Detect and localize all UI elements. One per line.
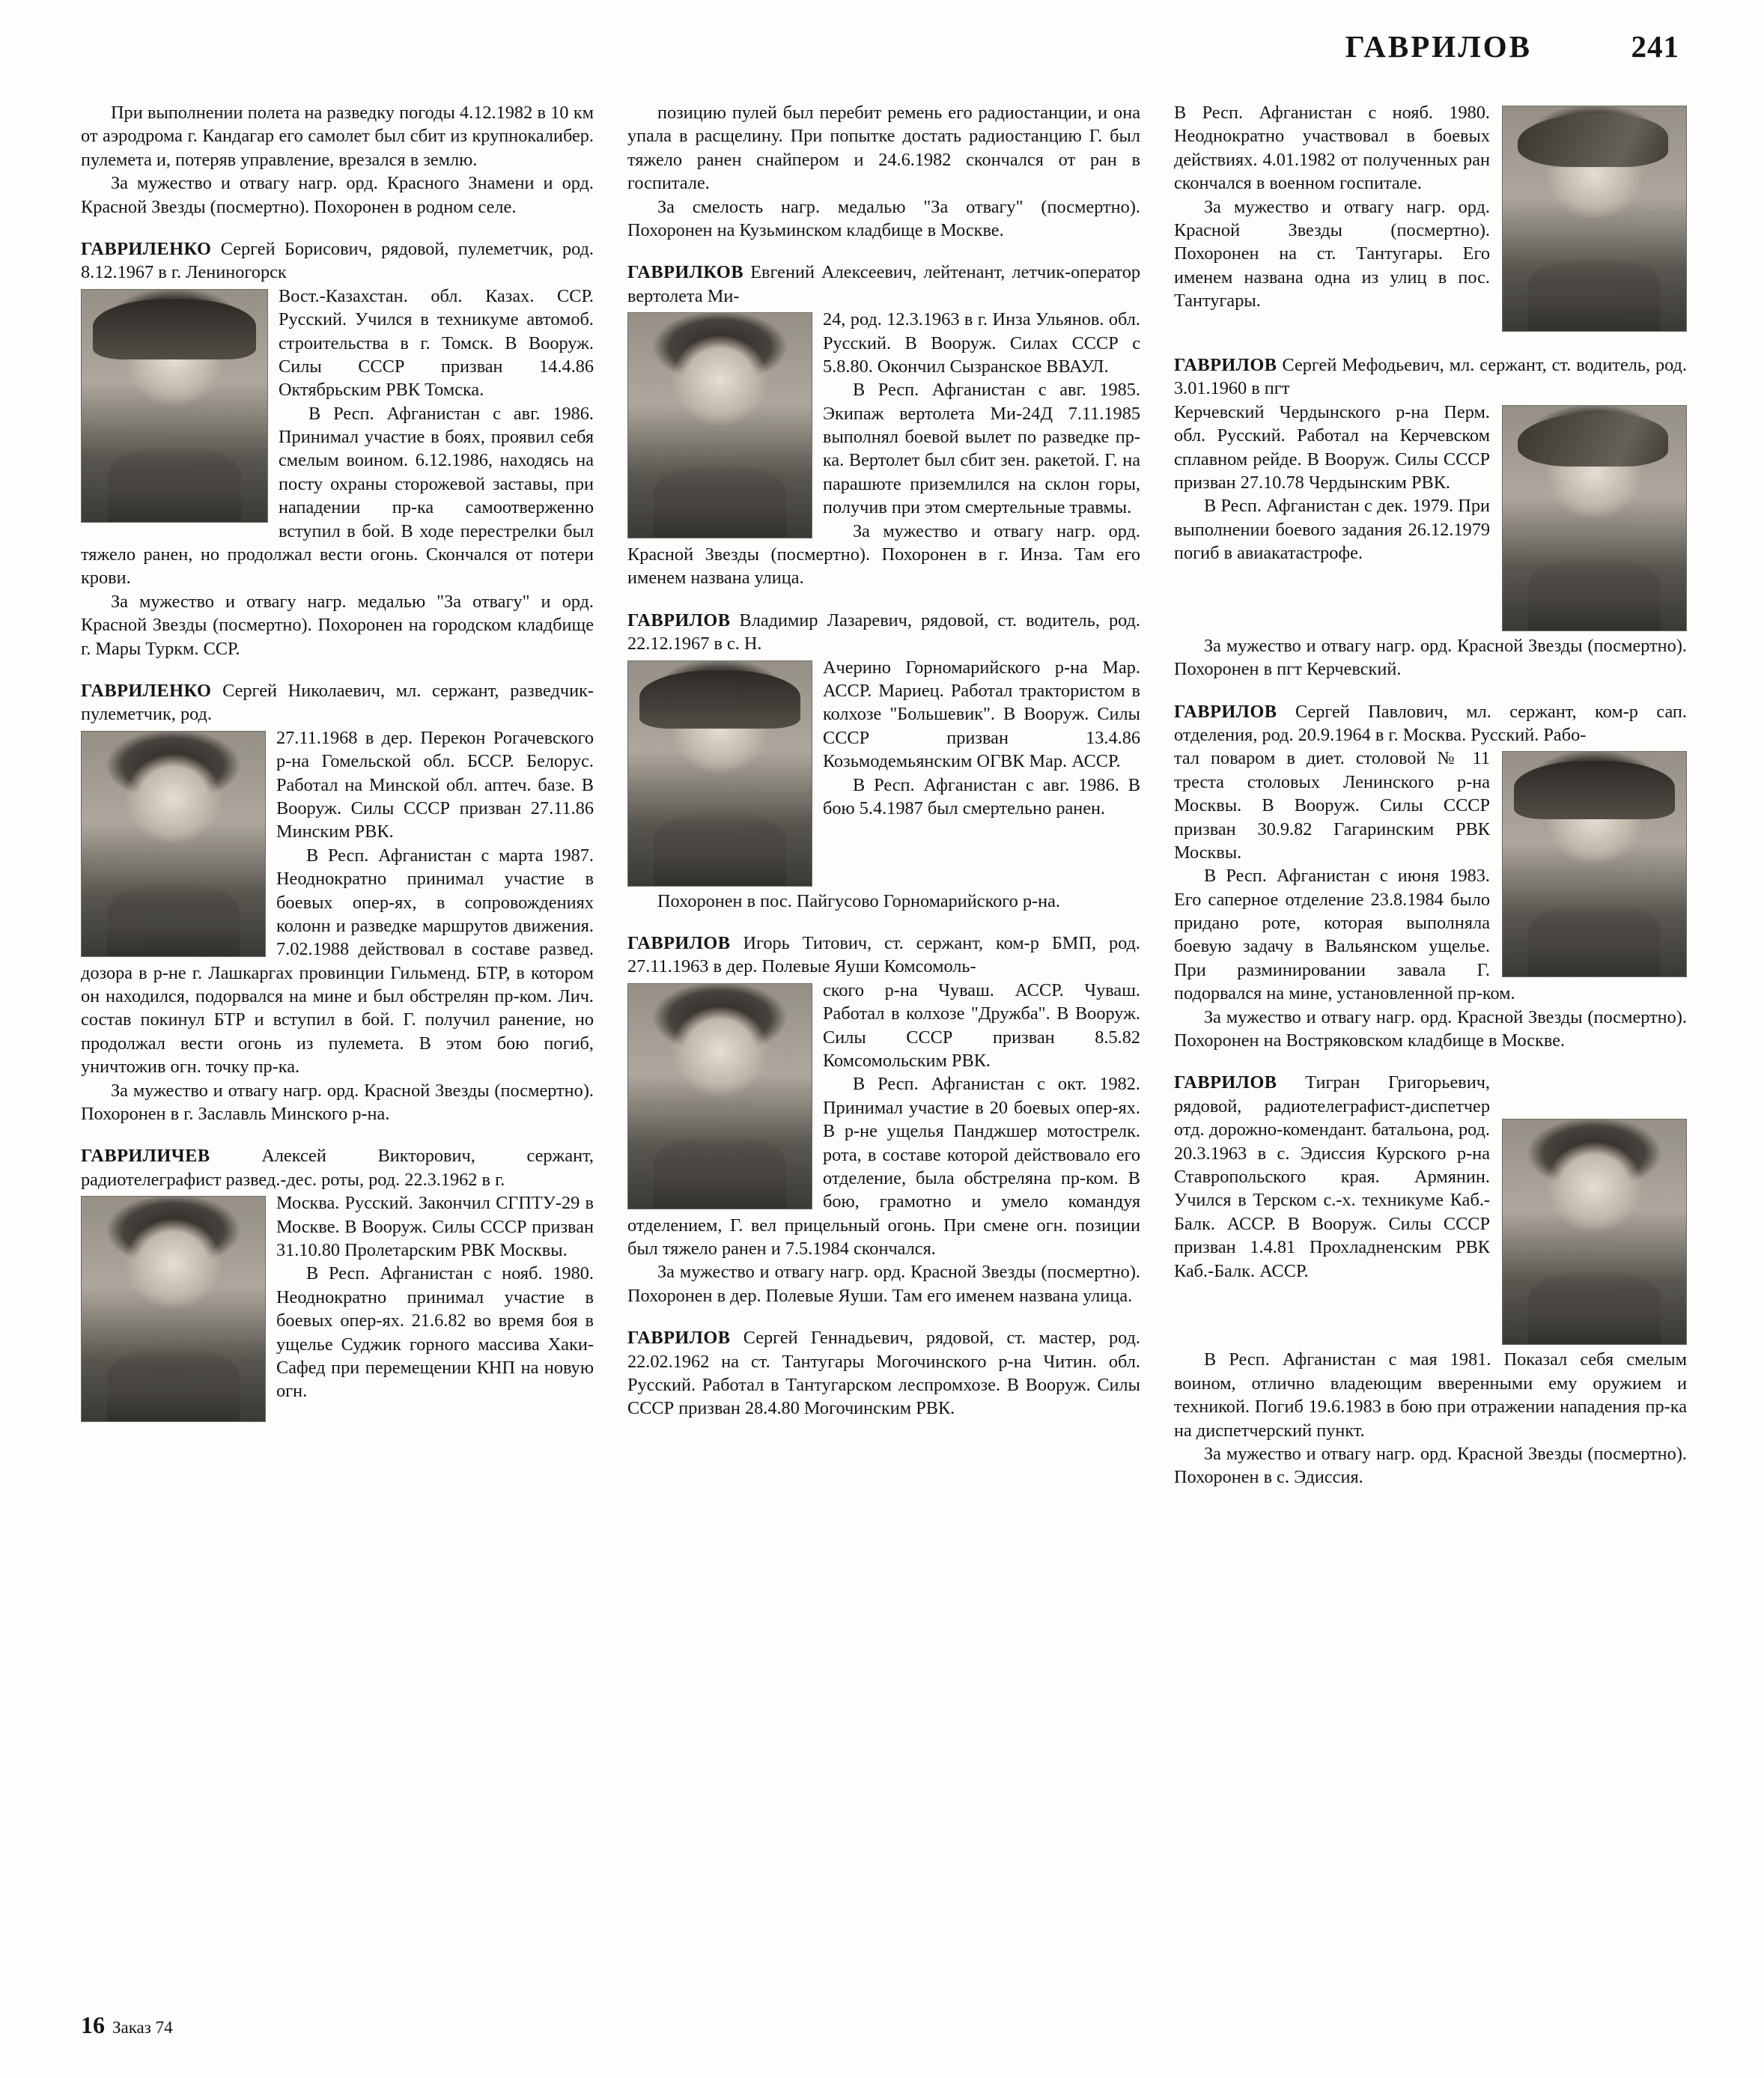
paragraph: Москва. Русский. Закончил СГПТУ-29 в Москве. В Вооруж. Силы СССР призван 31.10.80 Пролетарским РВК Москвы. <box>276 1193 594 1260</box>
paragraph: За мужество и отвагу нагр. орд. Красной Звезды (посмертно). Похоронен в дер. Полевые Яуши. Там его именем названа улица. <box>627 1262 1140 1306</box>
portrait-photo <box>81 731 266 957</box>
running-head-title: ГАВРИЛОВ <box>1345 29 1532 64</box>
paragraph: 27.11.1968 в дер. Перекон Рогачевского р-на Гомельской обл. БССР. Белорус. Работал на Минской обл. аптеч. базе. В Вооруж. Силы СССР призван 27.11.86 Минским РВК. <box>276 727 594 842</box>
portrait-photo <box>1502 106 1687 332</box>
paragraph: За мужество и отвагу нагр. медалью "За отвагу" и орд. Красной Звезды (посмертно). Похоронен на городском кладбище г. Мары Туркм. ССР. <box>81 591 594 659</box>
entry-gavrilov-vladimir-lazarevich <box>627 609 1140 913</box>
entry-surname: ГАВРИЛОВ <box>627 610 731 631</box>
paragraph: В Респ. Афганистан с июня 1983. Его саперное отделение 23.8.1984 было придано роте, которая выполняла боевую задачу в Вальянском ущелье. При разминировании завала Г. подорвался на мине, установленной пр-ком. <box>1174 866 1515 1004</box>
entry-surname: ГАВРИЛОВ <box>1174 1072 1277 1093</box>
paragraph: тал поваром в диет. столовой № 11 треста столовых Ленинского р-на Москвы. В Вооруж. Силы СССР призван 30.9.82 Гагаринским РВК Москвы. <box>1174 748 1490 863</box>
paragraph: 24, род. 12.3.1963 в г. Инза Ульянов. обл. Русский. В Вооруж. Силах СССР с 5.8.80. Окончил Сызранское ВВАУЛ. <box>823 309 1140 377</box>
portrait-photo <box>627 660 812 887</box>
entry-surname: ГАВРИЛИЧЕВ <box>81 1146 210 1167</box>
entry-gavrilov-sergey-mefodevich <box>1174 353 1687 681</box>
entry-lead: Сергей Геннадьевич, рядовой, ст. мастер, род. 22.02.1962 на ст. Тантугары Могочинского р-на Читин. обл. Русский. Работал в Тантугарском леспромхозе. В Вооруж. Силы СССР призван 28.4.80 Могочинским РВК. <box>627 1328 1140 1419</box>
paragraph: В Респ. Афганистан с марта 1987. Неоднократно принимал участие в боевых опер-ях, в сопровождениях колонн и разведке маршрутов движения. 7.02.1988 действовал в составе развед. дозора в р-не г. Лашкаргах провинции Гильменд. БТР, в котором он находился, подорвался на мине и был обстрелян пр-ком. Лич. состав покинул БТР и вступил в бой. Г. получил ранение, но продолжал вести огонь из пулемета. В этом бою погиб, уничтожив огн. точку пр-ка. <box>81 845 594 1078</box>
paragraph: В Респ. Афганистан с нояб. 1980. Неоднократно принимал участие в боевых опер-ях. 21.6.82 во время боя в ущелье Суджик горного массива Хаки-Сафед при перемещении КНП на новую огн. <box>276 1263 594 1402</box>
entry-lead: Игорь Титович, ст. сержант, ком-р БМП, род. 27.11.1963 в дер. Полевые Яуши Комсомоль- <box>627 932 1140 977</box>
entry-lead: Сергей Мефодьевич, мл. сержант, ст. водитель, род. 3.01.1960 в пгт <box>1174 355 1687 399</box>
entry-headline <box>81 237 594 285</box>
paragraph: Керчевский Чердынского р-на Перм. обл. Русский. Работал на Керчевском сплавном рейде. В Вооруж. Силы СССР призван 27.10.78 Чердынским РВК. <box>1174 401 1490 493</box>
entry-lead: Алексей Викторович, сержант, радиотелеграфист развед.-дес. роты, род. 22.3.1962 в г. <box>81 1146 594 1190</box>
portrait-photo <box>1502 1119 1687 1345</box>
paragraph: За мужество и отвагу нагр. орд. Красной Звезды (посмертно). Похоронен в с. Эдиссия. <box>1174 1443 1687 1488</box>
paragraph: В Респ. Афганистан с окт. 1982. Принимал участие в 20 боевых опер-ях. В р-не ущелья Панджшер мотострелк. рота, в составе которой действовало его отделение, была обстреляна пр-ком. В бою, грамотно и умело командуя отделением, Г. вел прицельный огонь. При смене огн. позиции был тяжело ранен и 7.5.1984 скончался. <box>627 1074 1140 1260</box>
paragraph: За мужество и отвагу нагр. орд. Красной Звезды (посмертно). Похоронен в пгт Керчевский. <box>1174 635 1687 680</box>
portrait-photo <box>1502 405 1687 631</box>
entry-headline <box>627 1326 1140 1421</box>
portrait-photo <box>627 983 812 1209</box>
entry-gavrilov-sergey-gennadevich <box>627 1326 1140 1421</box>
column-2 <box>627 101 1140 1988</box>
paragraph: Ачерино Горномарийского р-на Мар. АССР. Мариец. Работал трактористом в колхозе "Большевик". В Вооруж. Силы СССР призван 13.4.86 Козьмодемьянским ОГВК Мар. АССР. <box>823 657 1140 772</box>
entry-continuation-2 <box>627 101 1140 242</box>
entry-lead: Владимир Лазаревич, рядовой, ст. водитель, род. 22.12.1967 в с. Н. <box>627 610 1140 654</box>
entry-lead: Тигран Григорьевич, рядовой, радиотелеграфист-диспетчер отд. дорожно-комендант. батальона, род. 20.3.1963 в с. Эдиссия Курского р-на Ставропольского края. Армянин. Учился в Терском с.-х. техникуме Каб.-Балк. АССР. В Вооруж. Силы СССР призван 1.4.81 Прохладненским РВК Каб.-Балк. АССР. <box>1174 1072 1490 1281</box>
entry-headline <box>1174 353 1687 401</box>
page-footer <box>81 2011 173 2039</box>
entry-headline <box>1174 700 1687 747</box>
paragraph: За смелость нагр. медалью "За отвагу" (посмертно). Похоронен на Кузьминском кладбище в Москве. <box>627 196 1140 240</box>
paragraph: За мужество и отвагу нагр. орд. Красного Знамени и орд. Красной Звезды (посмертно). Похоронен в родном селе. <box>81 173 594 217</box>
entry-headline <box>81 1144 594 1191</box>
entry-surname: ГАВРИЛКОВ <box>627 262 744 283</box>
entry-headline <box>627 261 1140 308</box>
entry-gavrilichev-aleksey-viktorovich <box>81 1144 594 1425</box>
entry-lead: Сергей Борисович, рядовой, пулеметчик, род. 8.12.1967 в г. Лениногорск <box>81 238 594 283</box>
portrait-photo <box>81 1196 266 1422</box>
entry-continuation-3 <box>1174 101 1687 335</box>
paragraph: позицию пулей был перебит ремень его радиостанции, и она упала в расщелину. При попытке достать радиостанцию Г. был тяжело ранен снайпером и 24.6.1982 скончался от ран в госпитале. <box>627 103 1140 194</box>
entry-surname: ГАВРИЛОВ <box>1174 355 1277 375</box>
paragraph: В Респ. Афганистан с авг. 1986. Принимал участие в боях, проявил себя смелым воином. 6.12.1986, находясь на посту охраны сторожевой заставы, при нападении пр-ка самоотверженно вступил в бой. В ходе перестрелки был тяжело ранен, но продолжал вести огонь. Скончался от потери крови. <box>81 403 594 589</box>
entry-lead: Сергей Павлович, мл. сержант, ком-р сап. отделения, род. 20.9.1964 в г. Москва. Русский. Рабо- <box>1174 701 1687 745</box>
paragraph: В Респ. Афганистан с авг. 1986. В бою 5.4.1987 был смертельно ранен. <box>823 774 1140 818</box>
entry-surname: ГАВРИЛОВ <box>627 932 731 953</box>
paragraph: ского р-на Чуваш. АССР. Чуваш. Работал в колхозе "Дружба". В Вооруж. Силы СССР призван 8.5.82 Комсомольским РВК. <box>823 979 1140 1071</box>
paragraph: За мужество и отвагу нагр. орд. Красной Звезды (посмертно). Похоронен в г. Заславль Минского р-на. <box>81 1080 594 1125</box>
portrait-photo <box>627 312 812 538</box>
entry-lead: Евгений Алексеевич, лейтенант, летчик-оператор вертолета Ми- <box>627 262 1140 306</box>
column-3 <box>1174 101 1687 1988</box>
paragraph: В Респ. Афганистан с дек. 1979. При выполнении боевого задания 26.12.1979 погиб в авиакатастрофе. <box>1174 496 1490 564</box>
entry-lead: Сергей Николаевич, мл. сержант, разведчик-пулеметчик, род. <box>81 680 594 725</box>
entry-headline <box>81 679 594 726</box>
text-columns <box>81 101 1687 1988</box>
entry-gavrilov-sergey-pavlovich <box>1174 700 1687 1053</box>
entry-gavrilenko-sergey-borisovich <box>81 237 594 660</box>
footer-order-text: Заказ 74 <box>112 2018 173 2037</box>
entry-headline <box>627 609 1140 656</box>
footer-signature-number: 16 <box>81 2011 105 2038</box>
entry-continuation <box>81 101 594 219</box>
paragraph: В Респ. Афганистан с авг. 1985. Экипаж вертолета Ми-24Д 7.11.1985 выполнял боевой вылет по разведке пр-ка. Вертолет был сбит зен. ракетой. Г. на парашюте приземлился на склон горы, получив при этом смертельные травмы. <box>823 380 1140 518</box>
paragraph: В Респ. Афганистан с нояб. 1980. Неоднократно участвовал в боевых действиях. 4.01.1982 от полученных ран скончался в военном госпитале. <box>1174 103 1490 194</box>
paragraph: За мужество и отвагу нагр. орд. Красной Звезды (посмертно). Похоронен на ст. Тантугары. Его именем названа одна из улиц в пос. Тантугары. <box>1174 196 1490 312</box>
column-1 <box>81 101 594 1988</box>
paragraph: В Респ. Афганистан с мая 1981. Показал себя смелым воином, отлично владеющим вверенными ему оружием и техникой. Погиб 19.6.1983 в бою при отражении нападения пр-ка на диспетчерский пункт. <box>1174 1349 1687 1441</box>
entry-surname: ГАВРИЛОВ <box>1174 701 1277 722</box>
paragraph: За мужество и отвагу нагр. орд. Красной Звезды (посмертно). Похоронен в г. Инза. Там его именем названа улица. <box>627 520 1140 589</box>
paragraph: При выполнении полета на разведку погоды 4.12.1982 в 10 км от аэродрома г. Кандагар его самолет был сбит из крупнокалибер. пулемета и, потеряв управление, врезался в землю. <box>81 103 594 170</box>
paragraph: Вост.-Казахстан. обл. Казах. ССР. Русский. Учился в техникуме автомоб. строительства в г. Томск. В Вооруж. Силы СССР призван 14.4.86 Октябрьским РВК Томска. <box>279 285 594 401</box>
entry-gavrilov-igor-titovich <box>627 932 1140 1307</box>
entry-surname: ГАВРИЛЕНКО <box>81 238 212 259</box>
page-number: 241 <box>1631 29 1679 64</box>
portrait-photo <box>81 289 268 523</box>
entry-surname: ГАВРИЛОВ <box>627 1328 731 1349</box>
running-head <box>0 28 1764 73</box>
paragraph: Похоронен в пос. Пайгусово Горномарийского р-на. <box>657 890 1060 911</box>
entry-surname: ГАВРИЛЕНКО <box>81 680 212 701</box>
portrait-photo <box>1502 751 1687 977</box>
entry-headline <box>627 932 1140 979</box>
entry-gavrilov-tigran-grigorevich <box>1174 1071 1687 1489</box>
entry-gavrilenko-sergey-nikolaevich <box>81 679 594 1125</box>
entry-gavrilkov-evgeniy-alekseevich <box>627 261 1140 589</box>
paragraph: За мужество и отвагу нагр. орд. Красной Звезды (посмертно). Похоронен на Востряковском кладбище в Москве. <box>1174 1006 1687 1051</box>
